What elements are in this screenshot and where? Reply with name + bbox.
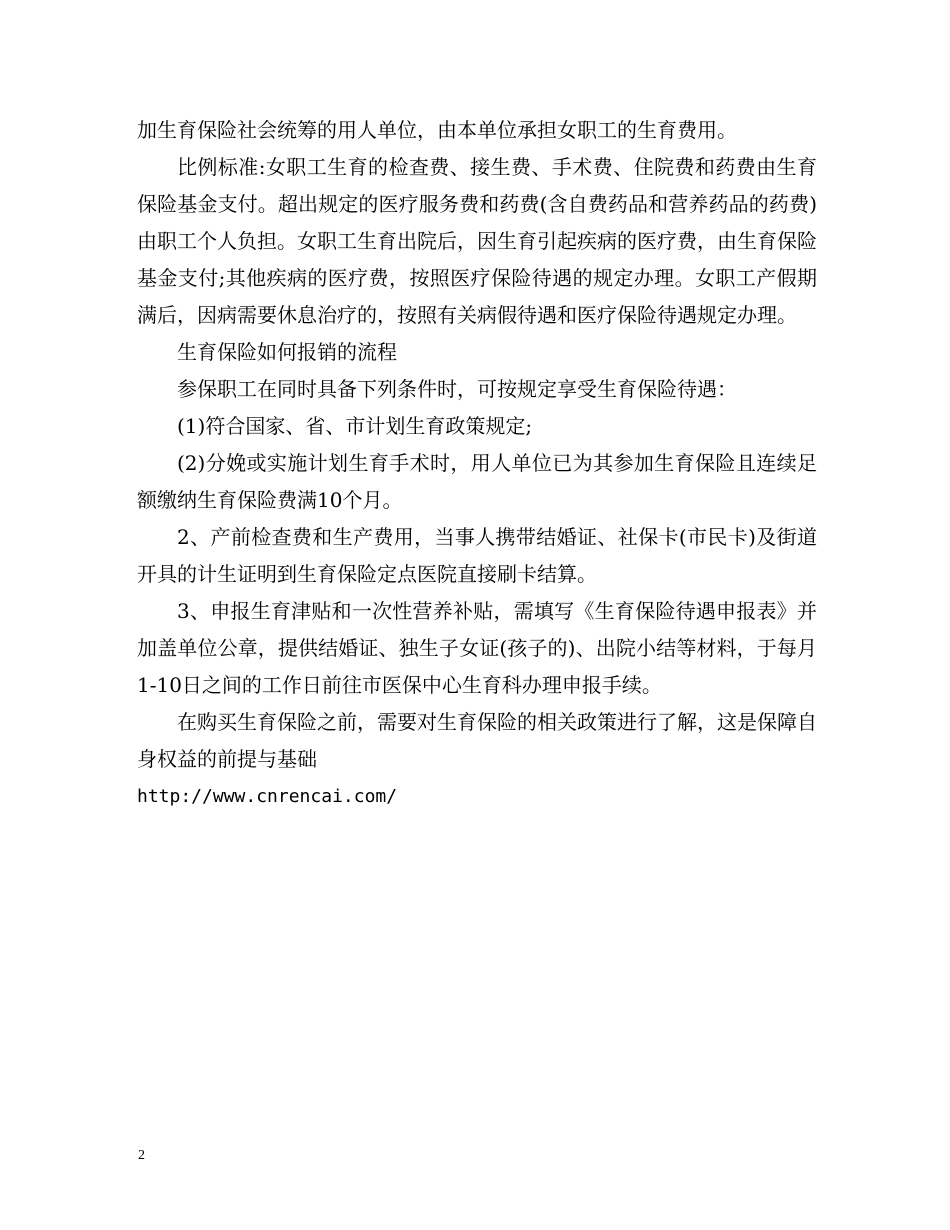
list-item-condition-1: (1)符合国家、省、市计划生育政策规定; [177, 414, 533, 438]
source-url: http://www.cnrencai.com/ [137, 786, 398, 807]
paragraph-conclusion: 在购买生育保险之前，需要对生育保险的相关政策进行了解，这是保障自身权益的前提与基础 [137, 710, 817, 771]
list-item-condition-2: (2)分娩或实施计划生育手术时，用人单位已为其参加生育保险且连续足额缴纳生育保险费满10个月。 [137, 451, 817, 512]
paragraph-eligibility: 参保职工在同时具备下列条件时，可按规定享受生育保险待遇： [177, 377, 737, 401]
section-heading-reimbursement: 生育保险如何报销的流程 [177, 340, 397, 364]
paragraph-step-2: 2、产前检查费和生产费用，当事人携带结婚证、社保卡(市民卡)及街道开具的计生证明到生育保险定点医院直接刷卡结算。 [137, 525, 817, 586]
document-body [137, 112, 817, 815]
paragraph-step-3: 3、申报生育津贴和一次性营养补贴，需填写《生育保险待遇申报表》并加盖单位公章，提供结婚证、独生子女证(孩子的)、出院小结等材料，于每月1-10日之间的工作日前往市医保中心生育科办理申报手续。 [137, 599, 817, 697]
paragraph-ratio-standard: 比例标准:女职工生育的检查费、接生费、手术费、住院费和药费由生育保险基金支付。超出规定的医疗服务费和药费(含自费药品和营养药品的药费)由职工个人负担。女职工生育出院后，因生育引起疾病的医疗费，由生育保险基金支付;其他疾病的医疗费，按照医疗保险待遇的规定办理。女职工产假期满后，因病需要休息治疗的，按照有关病假待遇和医疗保险待遇规定办理。 [137, 155, 817, 327]
paragraph-continuation: 加生育保险社会统筹的用人单位，由本单位承担女职工的生育费用。 [137, 118, 737, 142]
page-number: 2 [138, 1148, 145, 1163]
